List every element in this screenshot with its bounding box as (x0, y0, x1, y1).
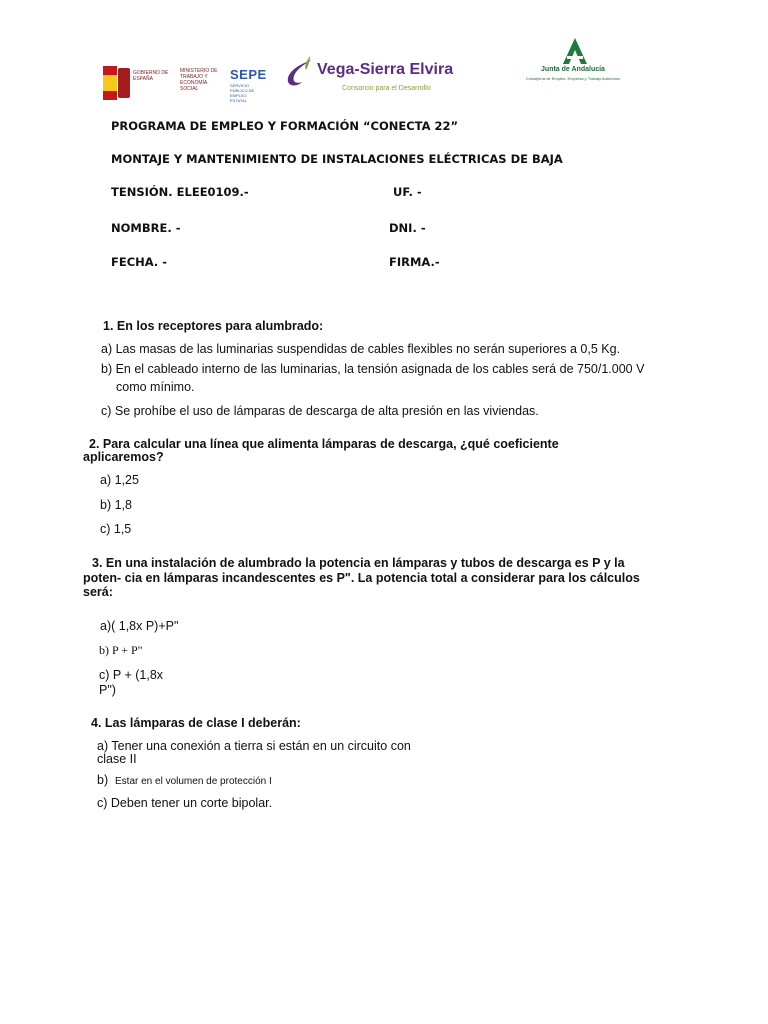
q4-answer-b: Estar en el volumen de protección I (115, 776, 272, 787)
question-3-cont-1: poten- cia en lámparas incandescentes es P". La potencia total a considerar para los cálculos (83, 571, 640, 585)
vega-title: Vega-Sierra Elvira (317, 61, 454, 78)
q1-answer-b: b) En el cableado interno de las luminarias, la tensión asignada de los cables será de 750/1.000 V (101, 362, 645, 376)
sepe-logo-text: SEPE (230, 67, 267, 82)
spain-flag-icon (103, 66, 117, 100)
vega-swoosh-icon (284, 56, 314, 90)
q1-answer-a: a) Las masas de las luminarias suspendidas de cables flexibles no serán superiores a 0,5 Kg. (101, 342, 621, 356)
question-3-cont-2: será: (83, 585, 113, 599)
dni-label: DNI. - (389, 221, 426, 235)
q1-answer-c: c) Se prohíbe el uso de lámparas de descarga de alta presión en las viviendas. (101, 404, 539, 418)
q3-answer-a: a)( 1,8x P)+P" (100, 619, 179, 633)
q2-answer-b: b) 1,8 (100, 498, 132, 512)
junta-title: Junta de Andalucía (541, 66, 605, 73)
q2-answer-a: a) 1,25 (100, 473, 139, 487)
q4-answer-a: a) Tener una conexión a tierra si están en un circuito con (97, 739, 411, 753)
junta-subtitle: Consejería de Empleo, Empresa y Trabajo Autónomo (525, 76, 621, 81)
nombre-label: NOMBRE. - (111, 221, 181, 235)
question-1: 1. En los receptores para alumbrado: (103, 319, 324, 333)
junta-andalucia-logo (525, 38, 621, 96)
ministry-logo (103, 66, 267, 103)
q2-answer-c: c) 1,5 (100, 522, 132, 536)
question-3: 3. En una instalación de alumbrado la potencia en lámparas y tubos de descarga es P y la (92, 556, 625, 570)
q1-answer-b-cont: como mínimo. (116, 380, 195, 394)
q4-answer-a-cont: clase II (97, 752, 137, 766)
vega-sierra-elvira-logo (284, 52, 474, 100)
q3-answer-b: b) P + P" (99, 643, 143, 657)
q3-answer-c: c) P + (1,8x (99, 668, 164, 682)
q3-answer-c-cont: P") (99, 683, 116, 697)
fecha-label: FECHA. - (111, 255, 168, 269)
question-2: 2. Para calcular una línea que alimenta lámparas de descarga, ¿qué coeficiente (89, 437, 559, 451)
ministry-name-2: MINISTERIO DE TRABAJO Y ECONOMÍA SOCIAL (180, 68, 218, 92)
course-title: MONTAJE Y MANTENIMIENTO DE INSTALACIONES ELÉCTRICAS DE BAJA (111, 152, 563, 166)
junta-emblem-icon (555, 38, 595, 66)
question-4: 4. Las lámparas de clase I deberán: (91, 716, 301, 730)
q4-answer-b-letter: b) (97, 773, 109, 787)
q4-answer-c: c) Deben tener un corte bipolar. (97, 796, 273, 810)
uf-label: UF. - (393, 185, 422, 199)
vega-subtitle: Consorcio para el Desarrollo (342, 85, 431, 92)
question-2-cont: aplicaremos? (83, 450, 164, 464)
sepe-subtitle: SERVICIO PÚBLICO DE EMPLEO ESTATAL (230, 83, 255, 103)
firma-label: FIRMA.- (389, 255, 440, 269)
program-title: PROGRAMA DE EMPLEO Y FORMACIÓN “CONECTA 22” (111, 119, 459, 133)
ministry-name-1: GOBIERNO DE ESPAÑA (133, 70, 169, 82)
coat-of-arms-icon (118, 68, 130, 98)
tension-label: TENSIÓN. ELEE0109.- (111, 185, 249, 199)
